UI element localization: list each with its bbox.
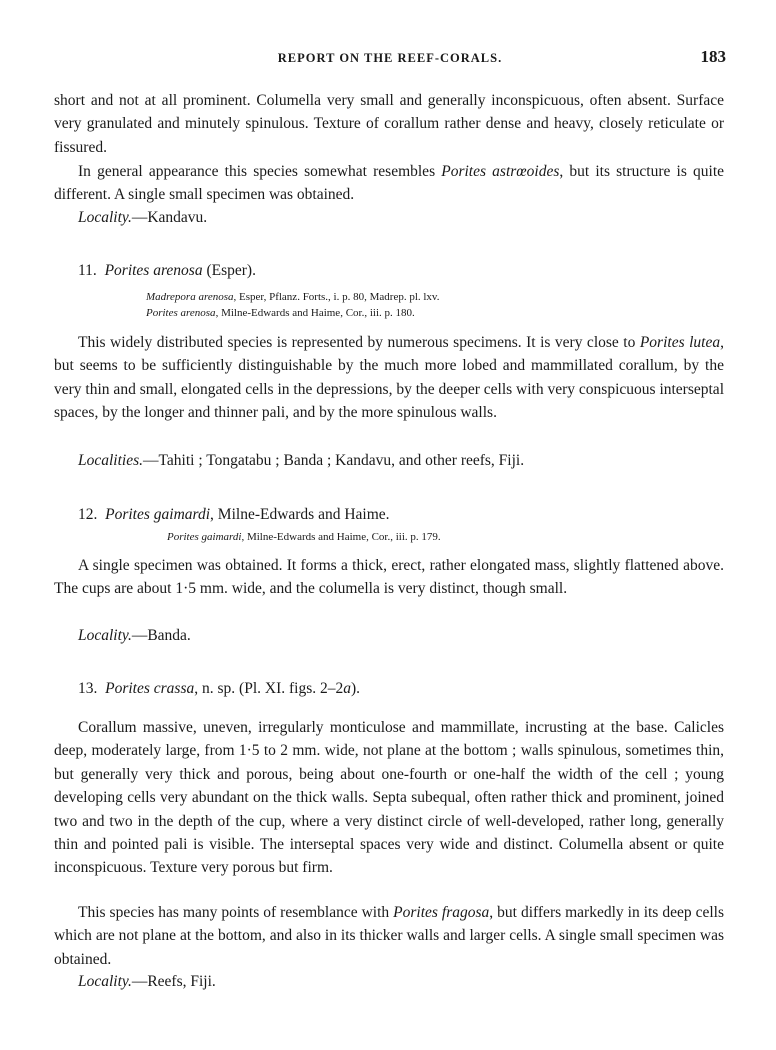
localities-line	[78, 449, 524, 472]
synonym-name: Porites arenosa	[146, 307, 216, 319]
species-heading-11	[78, 259, 256, 282]
figure-letter: a	[343, 680, 351, 697]
species-author: (Esper).	[202, 262, 256, 279]
synonym-name: Porites gaimardi	[167, 531, 242, 543]
running-head: REPORT ON THE REEF-CORALS.	[277, 51, 503, 65]
comparison-paragraph-13	[54, 901, 724, 971]
localities-value: —Tahiti ; Tongatabu ; Banda ; Kandavu, and other reefs, Fiji.	[143, 452, 525, 469]
comparison-text-b: , but its structure is quite different. A single small specimen was obtained.	[54, 163, 725, 204]
species-name: Porites arenosa	[104, 262, 203, 279]
comparison-text-a: In general appearance this species somewhat resembles	[78, 163, 442, 180]
species-name: Porites gaimardi	[105, 506, 211, 523]
locality-label: Locality.	[78, 973, 132, 990]
species-name-lutea: Porites lutea	[639, 334, 721, 351]
synonymy-line	[146, 289, 439, 306]
species-author: , Milne-Edwards and Haime.	[210, 506, 390, 523]
locality-value: —Banda.	[131, 627, 191, 644]
comparison-text-a: This species has many points of resemblance with	[78, 904, 394, 921]
locality-label: Locality.	[78, 209, 132, 226]
locality-line	[78, 970, 216, 993]
locality-value: —Reefs, Fiji.	[131, 973, 216, 990]
intro-text: short and not at all prominent. Columella very small and generally inconspicuous, often absent. Surface very granulated and minutely spinulous. Texture of corallum rather dense and heavy, closely reticulate or fissured.	[54, 92, 724, 156]
localities-label: Localities.	[78, 452, 144, 469]
species-heading-13	[78, 677, 360, 700]
species-number: 12.	[78, 506, 98, 523]
synonymy-line	[167, 529, 441, 546]
species-number: 13.	[78, 680, 98, 697]
synonym-ref: , Milne-Edwards and Haime, Cor., iii. p. 179.	[241, 531, 441, 543]
description-paragraph-11	[54, 331, 724, 425]
description-text-b: , but seems to be sufficiently distinguishable by the much more lobed and mammillated corallum, by the very thin and small, elongated cells in the depressions, by the deeper cells with very conspicuous interseptal spaces, by the longer and thinner pali, and by the more spinulous walls.	[54, 334, 724, 422]
page-number: 183	[700, 47, 726, 66]
comparison-text-b: , but differs markedly in its deep cells which are not plane at the bottom, and also in its thicker walls and larger cells. A single small specimen was obtained.	[54, 904, 724, 968]
page-header	[54, 47, 726, 71]
species-author-a: , n. sp. (Pl. XI. figs. 2–2	[194, 680, 344, 697]
description-paragraph-13	[54, 716, 724, 880]
synonym-name: Madrepora arenosa	[146, 291, 234, 303]
description-paragraph-12	[54, 554, 724, 601]
description-text: Corallum massive, uneven, irregularly monticulose and mammillate, incrusting at the base. Calicles deep, moderately large, from 1·5 to 2 mm. wide, not plane at the bottom ; walls spinulous, sometimes thin, but generally very thick and porous, being about one-fourth or one-half the width of the cell ; young developing cells very abundant on the thick walls. Septa subequal, often rather thick and prominent, joined two and two in the depth of the cup, where a very distinct circle of well-developed, rather long, generally thin and pointed pali is visible. The interseptal spaces very wide and distinct. Columella absent or quite inconspicuous. Texture very porous but firm.	[54, 719, 724, 877]
locality-line	[78, 206, 207, 229]
locality-line	[78, 624, 191, 647]
synonym-ref: , Milne-Edwards and Haime, Cor., iii. p. 180.	[215, 307, 415, 319]
species-author-b: ).	[350, 680, 361, 697]
description-text: A single specimen was obtained. It forms a thick, erect, rather elongated mass, slightly flattened above. The cups are about 1·5 mm. wide, and the columella is very distinct, though small.	[54, 557, 724, 598]
species-heading-12	[78, 503, 390, 526]
synonym-ref: , Esper, Pflanz. Forts., i. p. 80, Madrep. pl. lxv.	[233, 291, 440, 303]
synonymy-line	[146, 305, 415, 322]
description-text-a: This widely distributed species is represented by numerous specimens. It is very close to	[78, 334, 640, 351]
intro-paragraph	[54, 89, 724, 159]
species-name-fragosa: Porites fragosa	[393, 904, 490, 921]
locality-label: Locality.	[78, 627, 132, 644]
species-number: 11.	[78, 262, 97, 279]
species-name: Porites crassa	[105, 680, 195, 697]
species-name-astreoides: Porites astrœoides	[441, 163, 560, 180]
locality-value: —Kandavu.	[131, 209, 208, 226]
comparison-paragraph	[54, 160, 724, 207]
